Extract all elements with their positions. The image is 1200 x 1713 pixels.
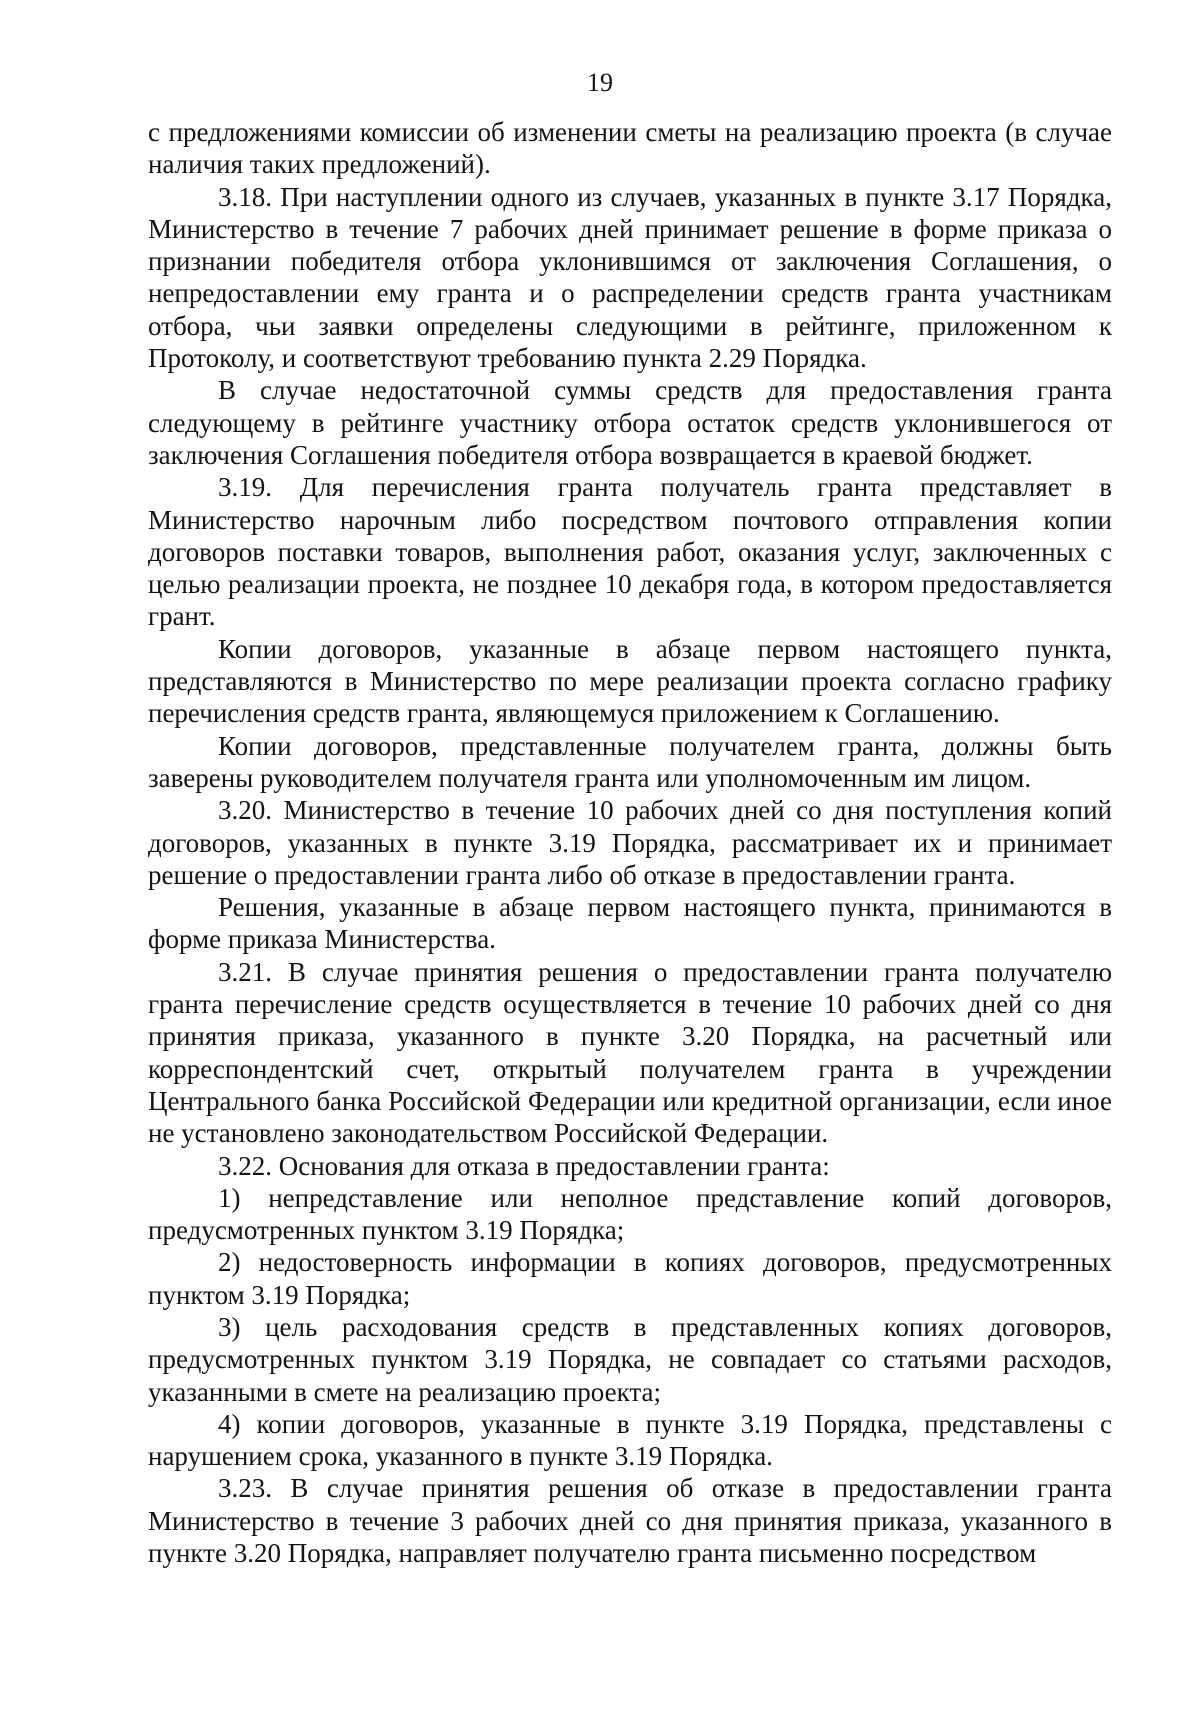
paragraph-3-21: 3.21. В случае принятия решения о предоставлении гранта получателю гранта перечисление средств осуществляется в течение 10 рабочих дней со дня принятия приказа, указанного в пункте 3.20 Порядка, на расчетный или корреспондентский счет, открытый получателем гранта в учреждении Центрального банка Российской Федерации или кредитной организации, если иное не установлено законодательством Российской Федерации. (148, 956, 1112, 1149)
paragraph-3-18-insufficient-funds: В случае недостаточной суммы средств для предоставления гранта следующему в рейтинге участнику отбора остаток средств уклонившегося от заключения Соглашения победителя отбора возвращается в краевой бюджет. (148, 375, 1112, 470)
paragraph-3-20: 3.20. Министерство в течение 10 рабочих дней со дня поступления копий договоров, указанных в пункте 3.19 Порядка, рассматривает их и принимает решение о предоставлении гранта либо об отказе в предоставлении гранта. (148, 795, 1112, 890)
paragraph-3-23: 3.23. В случае принятия решения об отказе в предоставлении гранта Министерство в течение 3 рабочих дней со дня принятия приказа, указанного в пункте 3.20 Порядка, направляет получателю гранта письменно посредством (148, 1473, 1112, 1569)
document-body (148, 116, 1112, 1569)
list-item-3: 3) цель расходования средств в представленных копиях договоров, предусмотренных пунктом 3.19 Порядка, не совпадает со статьями расходов, указанными в смете на реализацию проекта; (148, 1311, 1112, 1407)
paragraph-3-19-contract-copies: Копии договоров, указанные в абзаце первом настоящего пункта, представляются в Министерство по мере реализации проекта согласно графику перечисления средств гранта, являющемуся приложением к Соглашению. (148, 633, 1112, 729)
paragraph-continuation: с предложениями комиссии об изменении сметы на реализацию проекта (в случае наличия таких предложений). (148, 117, 1112, 180)
list-item-4: 4) копии договоров, указанные в пункте 3.19 Порядка, представлены с нарушением срока, указанного в пункте 3.19 Порядка. (148, 1408, 1112, 1472)
list-item-1: 1) непредставление или неполное представление копий договоров, предусмотренных пунктом 3.19 Порядка; (148, 1182, 1112, 1246)
paragraph-3-19-certification: Копии договоров, представленные получателем гранта, должны быть заверены руководителем получателя гранта или уполномоченным им лицом. (148, 730, 1112, 793)
page-number: 19 (587, 68, 613, 97)
paragraph-3-19: 3.19. Для перечисления гранта получатель гранта представляет в Министерство нарочным либо посредством почтового отправления копии договоров поставки товаров, выполнения работ, оказания услуг, заключенных с целью реализации проекта, не позднее 10 декабря года, в котором предоставляется грант. (148, 472, 1112, 632)
paragraph-3-20-decisions: Решения, указанные в абзаце первом настоящего пункта, принимаются в форме приказа Министерства. (148, 892, 1112, 955)
paragraph-3-18: 3.18. При наступлении одного из случаев, указанных в пункте 3.17 Порядка, Министерство в течение 7 рабочих дней принимает решение в форме приказа о признании победителя отбора уклонившимся от заключения Соглашения, о непредоставлении ему гранта и о распределении средств гранта участникам отбора, чьи заявки определены следующими в рейтинге, приложенном к Протоколу, и соответствуют требованию пункта 2.29 Порядка. (148, 181, 1112, 374)
paragraph-3-22: 3.22. Основания для отказа в предоставлении гранта: (218, 1150, 830, 1181)
list-item-2: 2) недостоверность информации в копиях договоров, предусмотренных пунктом 3.19 Порядка; (148, 1247, 1112, 1310)
